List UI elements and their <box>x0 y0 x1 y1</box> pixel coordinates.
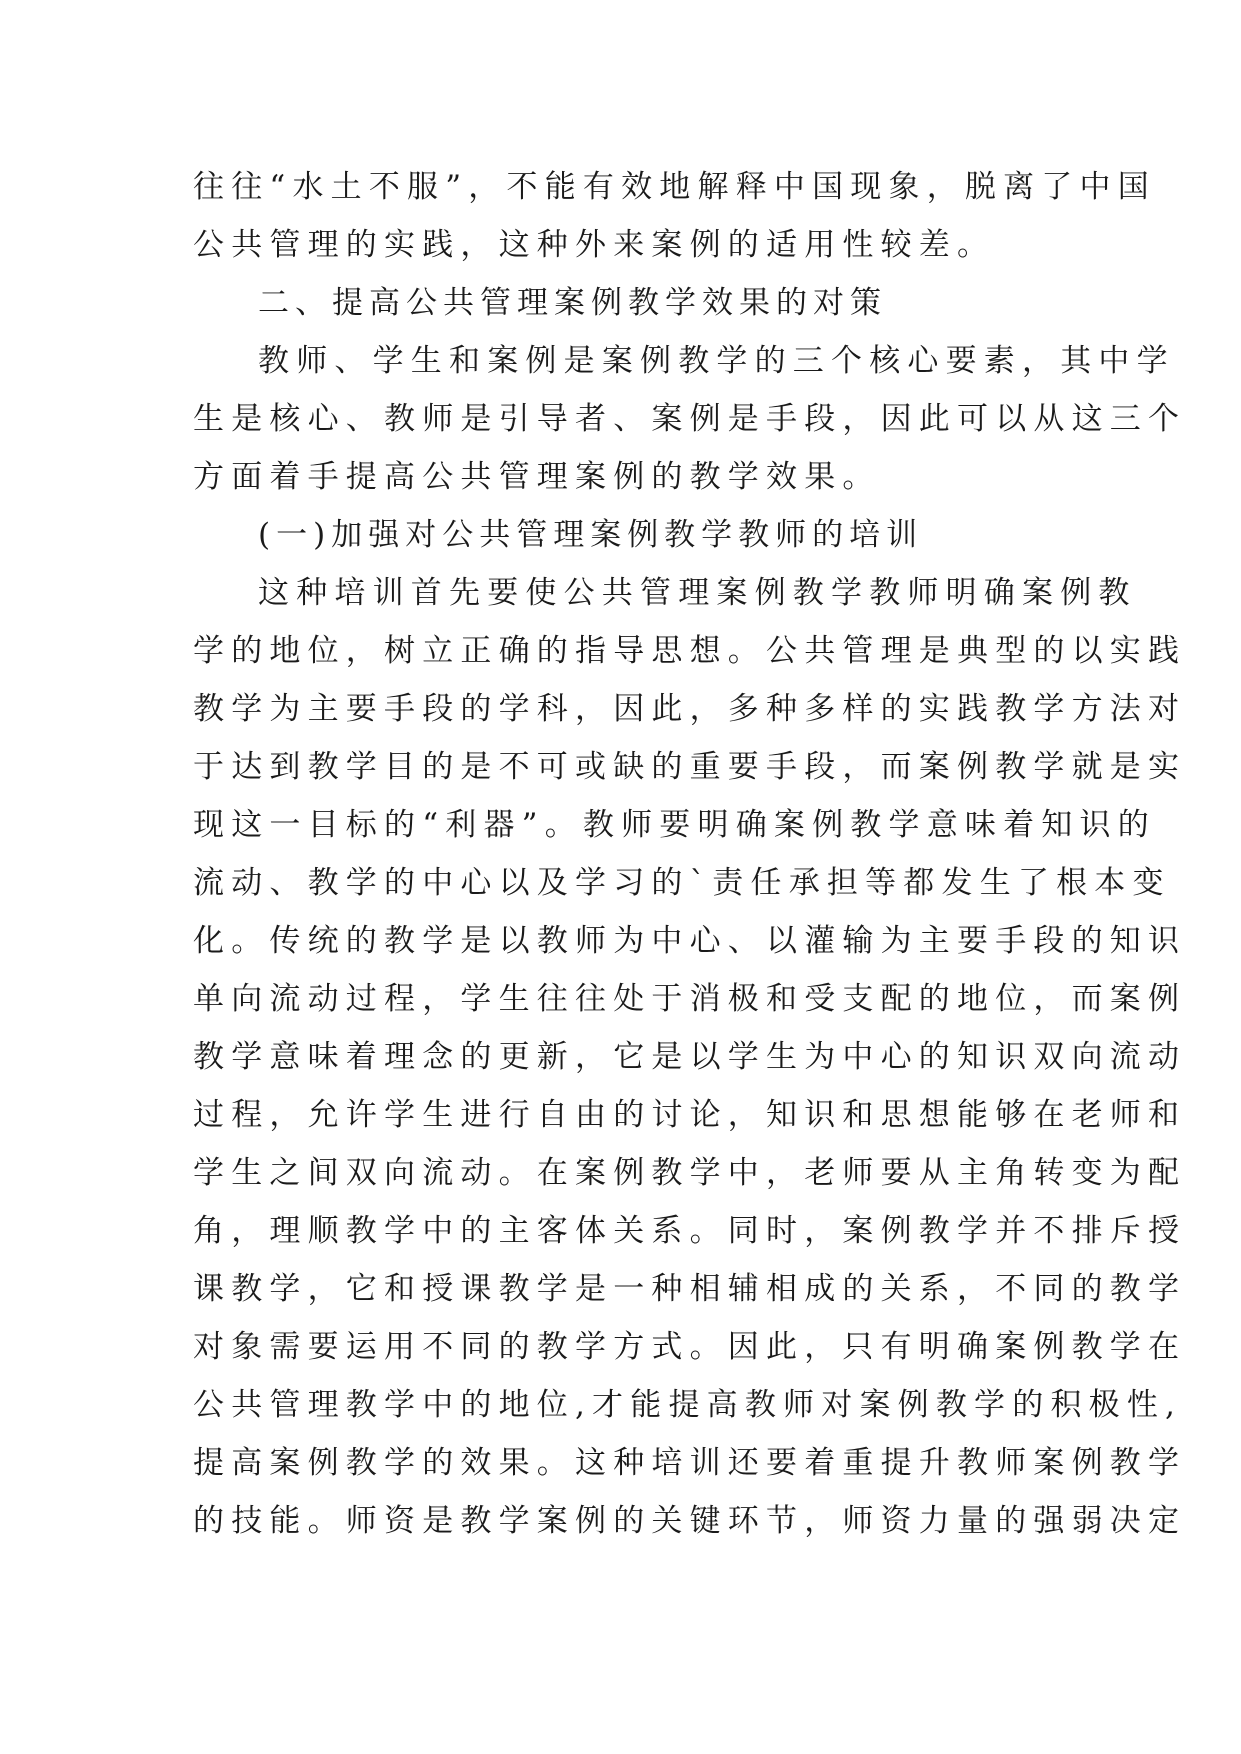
text-line: 过程，允许学生进行自由的讨论，知识和思想能够在老师和 <box>193 1097 1187 1133</box>
text-line: 教学意味着理念的更新，它是以学生为中心的知识双向流动 <box>193 1039 1187 1075</box>
text-line: 教学为主要手段的学科，因此，多种多样的实践教学方法对 <box>193 691 1187 727</box>
text-line: 流动、教学的中心以及学习的`责任承担等都发生了根本变 <box>193 865 1171 901</box>
text-line: 公共管理的实践，这种外来案例的适用性较差。 <box>193 227 996 263</box>
text-line: 提高案例教学的效果。这种培训还要着重提升教师案例教学 <box>193 1445 1187 1481</box>
section-heading: 二、提高公共管理案例教学效果的对策 <box>258 285 887 321</box>
text-line: 于达到教学目的是不可或缺的重要手段，而案例教学就是实 <box>193 749 1187 785</box>
text-line: 方面着手提高公共管理案例的教学效果。 <box>193 459 881 495</box>
text-line: 单向流动过程，学生往往处于消极和受支配的地位，而案例 <box>193 981 1187 1017</box>
text-line: 这种培训首先要使公共管理案例教学教师明确案例教 <box>258 575 1137 611</box>
text-line: 化。传统的教学是以教师为中心、以灌输为主要手段的知识 <box>193 923 1187 959</box>
text-line: 角，理顺教学中的主客体关系。同时，案例教学并不排斥授 <box>193 1213 1187 1249</box>
text-line: 现这一目标的“利器”。教师要明确案例教学意味着知识的 <box>193 807 1156 843</box>
text-line: 对象需要运用不同的教学方式。因此，只有明确案例教学在 <box>193 1329 1187 1365</box>
text-line: 的技能。师资是教学案例的关键环节，师资力量的强弱决定 <box>193 1503 1187 1539</box>
text-line: 公共管理教学中的地位,才能提高教师对案例教学的积极性, <box>193 1387 1183 1423</box>
text-line: 教师、学生和案例是案例教学的三个核心要素，其中学 <box>258 343 1175 379</box>
text-line: 往往“水土不服”，不能有效地解释中国现象，脱离了中国 <box>193 169 1156 205</box>
text-line: 生是核心、教师是引导者、案例是手段，因此可以从这三个 <box>193 401 1187 437</box>
text-line: 学的地位，树立正确的指导思想。公共管理是典型的以实践 <box>193 633 1187 669</box>
text-line: 课教学，它和授课教学是一种相辅相成的关系，不同的教学 <box>193 1271 1187 1307</box>
subsection-heading: (一)加强对公共管理案例教学教师的培训 <box>258 517 924 553</box>
text-line: 学生之间双向流动。在案例教学中，老师要从主角转变为配 <box>193 1155 1187 1191</box>
